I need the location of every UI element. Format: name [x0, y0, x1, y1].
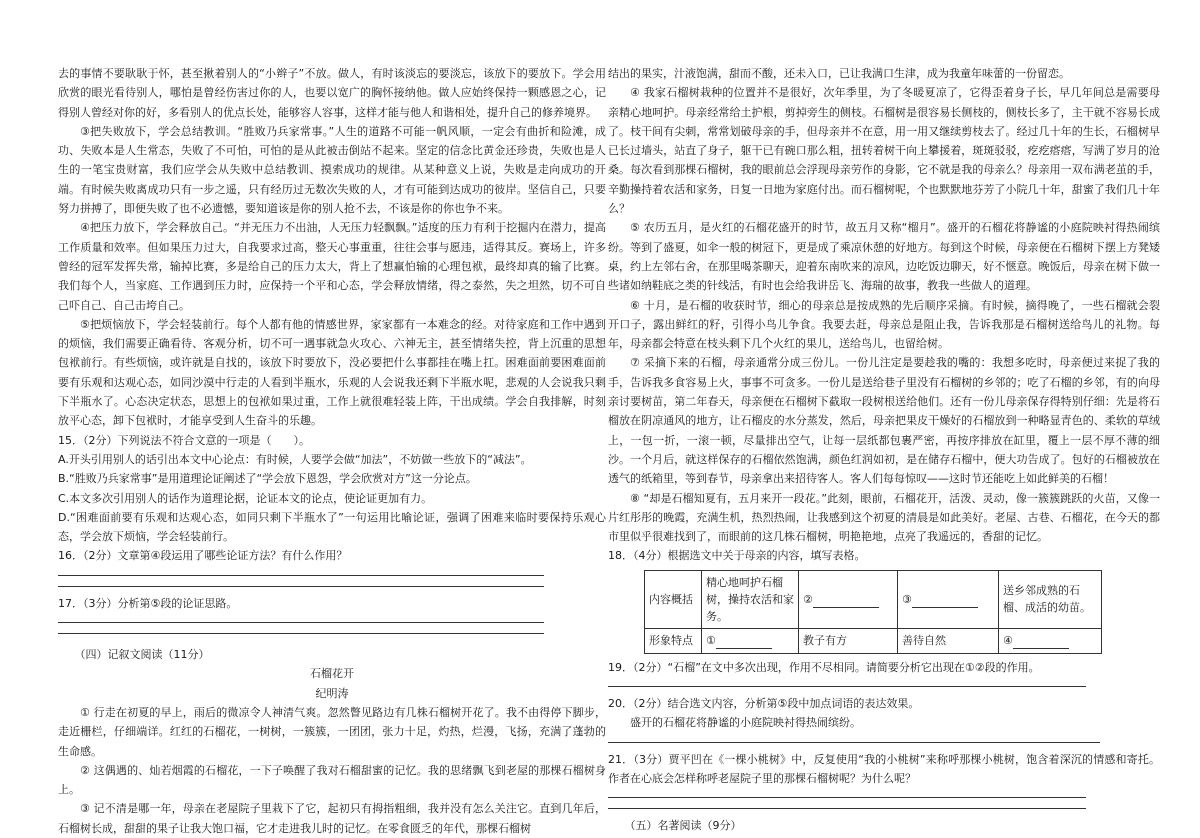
question-18: 18．（4分）根据选文中关于母亲的内容，填写表格。 — [608, 549, 866, 563]
argument-paragraph-5: ⑤把烦恼放下，学会轻装前行。每个人都有他的情感世界，家家都有一本难念的经。对待家庭和工作中遇到的烦恼，我们需要正确看待、客观分析，切不可一遇事就急火攻心、六神无主，甚至情绪失控，背上沉重的思想包袱前行。有些烦恼，或许就是自找的，该放下时要放下，没必要把什么事都挂在嘴上扛。困难面前要困难面前要有乐观和达观心态，如同沙漠中行走的人看到半瓶水，乐观的人会说我还剩下半瓶水呢，悲观的人会说我只剩下半瓶水了。心态决定状态，思想上的包袱如果过重，工作上就很难轻装上阵，干出成绩。学会自我排解，时刻放平心态，卸下包袱时，才能享受到人生奋斗的乐趣。 — [58, 317, 606, 428]
section-4-heading: （四）记叙文阅读（11分） — [74, 648, 210, 662]
left-column — [58, 64, 606, 838]
question-19: 19．（2分）“石榴”在文中多次出现，作用不尽相同。请简要分析它出现在①②段的作用。 — [608, 660, 1040, 674]
answer-line — [58, 624, 544, 634]
table-header-content: 内容概括 — [645, 570, 702, 628]
narrative-paragraph-6: ⑥ 十月，是石榴的收获时节，细心的母亲总是按成熟的先后顺序采摘。有时候，摘得晚了，一些石榴就会裂开口子，露出鲜红的籽，引得小鸟儿争食。我要去赶，母亲总是阻止我，告诉我那是石榴树送给鸟儿的礼物。每年，母亲都会特意在枝头剩下几个火红的果儿，送给鸟儿，也留给树。 — [608, 298, 1160, 351]
essay-title: 石榴花开 — [310, 667, 354, 681]
table-cell: 精心地呵护石榴树，操持农活和家务。 — [702, 570, 799, 628]
narrative-paragraph-5: ⑤ 农历五月，是火红的石榴花盛开的时节，故五月又称“榴月”。盛开的石榴花将静谧的小庭院映衬得热闹缤纷。等到了盛夏，如伞一般的树冠下，更是成了乘凉休憩的好地方。每到这个时候，母亲便在石榴树下摆上方凳矮桌，约上左邻右舍，在那里喝茶聊天，迎着东南吹来的凉风，边吃饭边聊天，好不惬意。晚饭后，母亲在树下做一些诸如纳鞋底之类的针线活，有时也会给我讲岳飞、海瑞的故事，教我一些做人的道理。 — [608, 221, 1160, 293]
question-16: 16．（2分）文章第④段运用了哪些论证方法？有什么作用？ — [58, 549, 348, 563]
table-row — [645, 628, 1102, 653]
narrative-paragraph-3: ③ 记不清是哪一年，母亲在老屋院子里栽下了它，起初只有拇指粗细，我并没有怎么关注它。直到几年后，石榴树长成，甜甜的果子让我大饱口福，它才走进我儿时的记忆。在零食匮乏的年代，那棵石榴树 — [58, 802, 606, 835]
question-15-option-d: D.“困难面前要有乐观和达观心态，如同只剩下半瓶水了”一句运用比喻论证，强调了困难来临时要保持乐观心态，学会放下烦恼，学会轻装前行。 — [58, 510, 606, 544]
section-5-heading: （五）名著阅读（9分） — [624, 819, 742, 833]
question-15: 15．（2分）下列说法不符合文意的一项是（ ）。 — [58, 433, 310, 447]
narrative-paragraph-8: ⑧ “却是石榴知夏有，五月来开一段花。”此刻，眼前，石榴花开，活泼、灵动，像一簇簇跳跃的火苗，又像一片红彤彤的晚霞，充满生机，热烈热闹，让我感到这个初夏的清晨是如此美好。老屋、古巷、石榴花，在今天的都市里似乎很难找到了，而眼前的这几株石榴树，明艳艳地，点亮了我遥远的，香甜的记忆。 — [608, 491, 1160, 544]
answer-line — [58, 566, 544, 576]
narrative-paragraph-7: ⑦ 采摘下来的石榴，母亲通常分成三份儿。一份儿注定是要趁我的嘴的：我想多吃时，母亲便过来捉了我的手，告诉我多食容易上火，事事不可贪多。一份儿是送给巷子里没有石榴树的乡邻的；吃了石榴的乡邻，有的向母亲讨要树苗，第二年春天，母亲便在石榴树下截取一段树根送给他们。还有一份儿母亲保存得特别仔细：先是将石榴放在阴凉通风的地方，让石榴皮的水分蒸发，然后，母亲把果皮干燥好的石榴放到一种略显青色的、柔软的草绒上，一包一折，一滚一顿，尽量排出空气，让每一层纸都包裹严密，再按序排放在缸里，覆上一层不厚不薄的细沙。一个月后，就这样保存的石榴依然饱满，颜色红润如初，是在储存石榴中，便大功告成了。包好的石榴被放在透气的纸箱里，等到春节，母亲拿出来招待客人。客人们每每惊叹——这时节还能吃上如此鲜美的石榴！ — [608, 356, 1160, 486]
table-cell-blank[interactable]: ④ — [999, 628, 1102, 653]
narrative-paragraph-2: ② 这偶遇的、灿若烟霞的石榴花，一下子唤醒了我对石榴甜蜜的记忆。我的思绪飘飞到老屋的那棵石榴树身上。 — [58, 763, 606, 797]
answer-line — [608, 733, 1100, 743]
answer-line — [608, 799, 1086, 809]
question-15-option-a: A.开头引用别人的话引出本文中心论点：有时候，人要学会做“加法”，不妨做一些放下的“减法”。 — [58, 452, 532, 466]
narrative-paragraph-4: ④ 我家石榴树栽种的位置并不是很好，次年季里，为了冬暖夏凉了，它得歪着身子长，早几年间总是需要母亲精心地呵护。母亲经常给土护根，剪掉旁生的侧枝。石榴树是很容易长侧枝的，侧枝长多了，主干就不容易长成了。枝干间有尖刺，常常划破母亲的手，但母亲并不在意，用一用又继续剪枝去了。经过几十年的生长，石榴树早已长过墙头，站直了身子，躯干已有碗口那么粗，扭转着树干向上攀援着，斑斑驳驳，疙疙瘩瘩，写满了岁月的沧桑。每次看到那棵石榴树，我的眼前总会浮现母亲劳作的身影，它不就是我的母亲么？母亲用一双布满老茧的手，辛勤操持着农活和家务，日复一日地为家庭付出。而石榴树呢，个也默默地芬芳了小院几十年，甜蜜了我们几十年么？ — [608, 86, 1160, 216]
table-cell-blank[interactable]: ① — [702, 628, 799, 653]
narrative-paragraph-1: ① 行走在初夏的早上，雨后的微凉令人神清气爽。忽然瞥见路边有几株石榴树开花了。我不由得停下脚步，走近栅栏，仔细端详。红红的石榴花，一树树，一簇簇，一团团，张力十足，灼热，烂漫，飞扬，充满了蓬勃的生命感。 — [58, 705, 606, 758]
argument-paragraph-3: ③把失败放下，学会总结教训。“胜败乃兵家常事。”人生的道路不可能一帆风顺，一定会有曲折和险滩，成功、失败本是人生常态，失败了不可怕，可怕的是从此被击倒站不起来。坚定的信念比黄金还珍贵，失败也是人生的一笔宝贵财富，我们应学会从失败中总结教训、摸索成功的规律。从某种意义上说，失败是走向成功的开端。有时候失败离成功只有一步之遥，只有经历过无数次失败的人，才有可能到达成功的彼岸。坚信自己，只要努力拼搏了，即便失败了也不必遗憾，要知道该是你的别人抢不去，不该是你的你也争不来。 — [58, 124, 606, 216]
table-cell-blank[interactable]: ③ — [898, 570, 999, 628]
table-header-trait: 形象特点 — [645, 628, 702, 653]
question-17: 17．（3分）分析第⑤段的论证思路。 — [58, 596, 238, 610]
answer-line — [608, 788, 1086, 798]
table-cell: 教子有方 — [799, 628, 898, 653]
answer-line — [58, 577, 544, 587]
table-cell-blank[interactable]: ② — [799, 570, 898, 628]
question-20: 20．（2分）结合选文内容，分析第⑤段中加点词语的表达效果。 — [608, 697, 920, 711]
narrative-paragraph-3-continued: 结出的果实，汁液饱满，甜而不酸，还未入口，已让我满口生津，成为我童年味蕾的一份留恋。 — [608, 67, 1070, 80]
table-cell: 送乡邻成熟的石榴、成活的幼苗。 — [999, 570, 1102, 628]
right-column — [608, 64, 1160, 836]
argument-paragraph-continued: 去的事情不要耿耿于怀，甚至揪着别人的“小辫子”不放。做人，有时该淡忘的要淡忘，该放下的要放下。学会用欣赏的眼光看待别人，哪怕是曾经伤害过你的人，也要以宽广的胸怀接纳他。做人应始终保持一颗感恩之心，记得别人曾经对你的好，多看别人的优点长处，能够容人容事，这样才能与他人和谐相处，提升自己的修养境界。 — [58, 67, 606, 119]
answer-line — [58, 613, 544, 623]
answer-line — [608, 677, 1086, 687]
question-15-option-b: B.“胜败乃兵家常事”是用道理论证阐述了“学会放下恩怨，学会欣赏对方”这一分论点。 — [58, 472, 477, 486]
table-cell: 善待自然 — [898, 628, 999, 653]
question-15-option-c: C.本文多次引用别人的话作为道理论据，论证本文的论点，使论证更加有力。 — [58, 491, 433, 505]
essay-author: 纪明涛 — [315, 686, 349, 700]
question-20-sentence: 盛开的石榴花将静谧的小庭院映衬得热闹缤纷。 — [630, 716, 861, 730]
question-21: 21．（3分）贾平凹在《一棵小桃树》中，反复使用“我的小桃树”来称呼那棵小桃树，饱含着深沉的情感和寄托。作者在心底会怎样称呼老屋院子里的那棵石榴树呢？为什么呢？ — [608, 752, 1160, 785]
argument-paragraph-4: ④把压力放下，学会释放自己。“并无压力不出油，人无压力轻飘飘。”适度的压力有利于挖掘内在潜力，提高工作质量和效率。但如果压力过大，自我要求过高，整天心事重重，往往会事与愿违，适得其反。赛场上，许多曾经的冠军发挥失常，输掉比赛，多是给自己的压力太大，背上了想赢怕输的心理包袱，最终却真的输了比赛。我们每个人，当家庭、工作遇到压力时，应保持一个平和心态，学会释放情绪，得之泰然，失之坦然，切不可自己吓自己、自己击垮自己。 — [58, 221, 606, 312]
table-row — [645, 570, 1102, 628]
answer-table — [644, 570, 1102, 654]
